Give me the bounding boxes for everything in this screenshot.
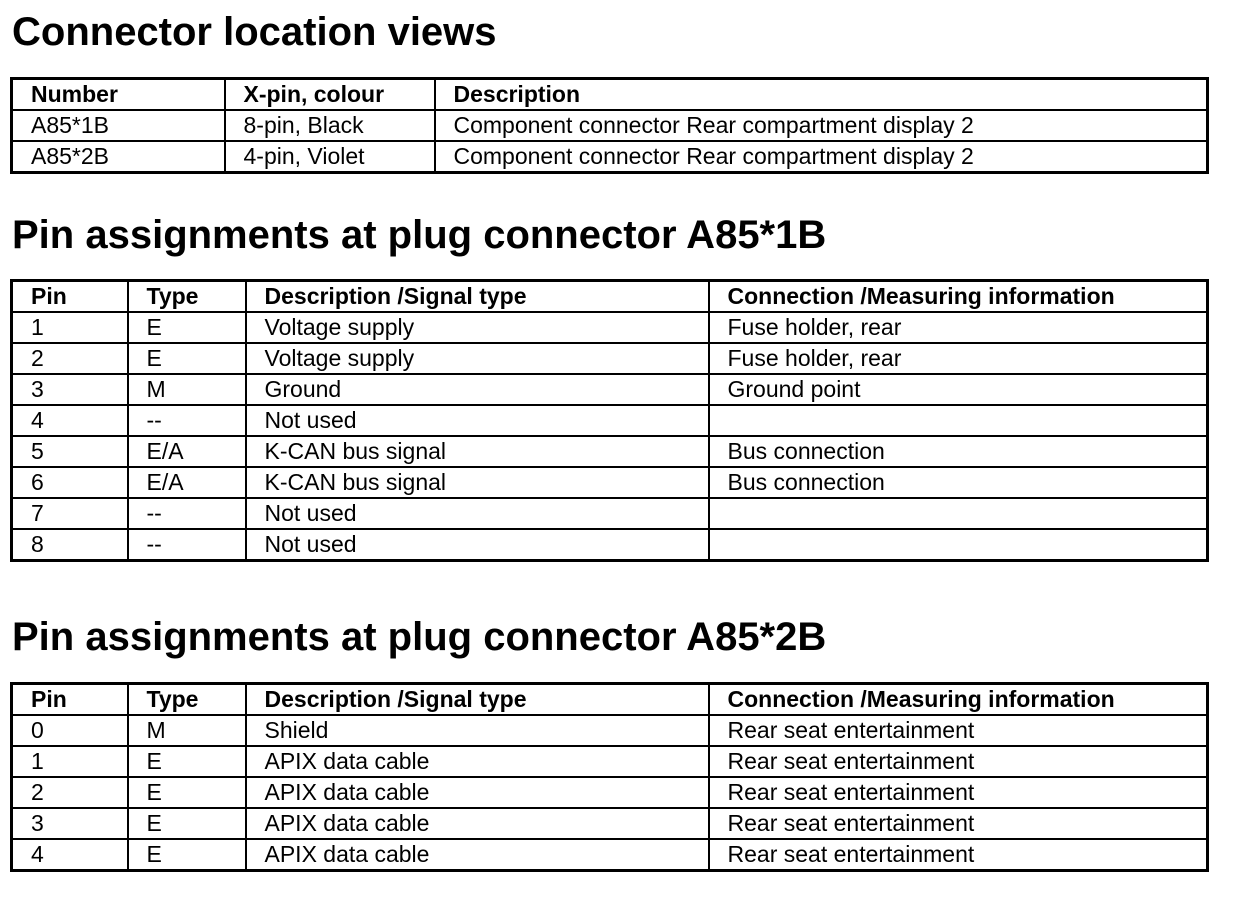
cell-type: E bbox=[128, 746, 246, 777]
cell-description: Component connector Rear compartment display 2 bbox=[435, 141, 1208, 173]
cell-description: Not used bbox=[246, 405, 709, 436]
table-header-row bbox=[12, 281, 1208, 313]
cell-pin: 1 bbox=[12, 312, 128, 343]
cell-description: Shield bbox=[246, 715, 709, 746]
cell-connection bbox=[709, 529, 1208, 561]
header-pin: Pin bbox=[12, 684, 128, 716]
header-connection-measuring-information: Connection /Measuring information bbox=[709, 281, 1208, 313]
cell-pin: 3 bbox=[12, 374, 128, 405]
table-header-row bbox=[12, 684, 1208, 716]
cell-type: E bbox=[128, 839, 246, 871]
cell-connection: Rear seat entertainment bbox=[709, 746, 1208, 777]
connector-location-table bbox=[10, 77, 1209, 174]
cell-description: APIX data cable bbox=[246, 777, 709, 808]
table-row bbox=[12, 141, 1208, 173]
cell-connection: Rear seat entertainment bbox=[709, 839, 1208, 871]
pin-assignments-a85-2b-table bbox=[10, 682, 1209, 872]
header-description-signal-type: Description /Signal type bbox=[246, 684, 709, 716]
table-row bbox=[12, 467, 1208, 498]
header-type: Type bbox=[128, 684, 246, 716]
header-pin: Pin bbox=[12, 281, 128, 313]
table-row bbox=[12, 405, 1208, 436]
cell-pin: 0 bbox=[12, 715, 128, 746]
header-number: Number bbox=[12, 79, 225, 111]
cell-pin: 8 bbox=[12, 529, 128, 561]
cell-connection: Bus connection bbox=[709, 436, 1208, 467]
pin-assignments-a85-2b-title: Pin assignments at plug connector A85*2B bbox=[12, 615, 827, 659]
cell-pin: 4 bbox=[12, 405, 128, 436]
cell-pin: 6 bbox=[12, 467, 128, 498]
cell-description: Voltage supply bbox=[246, 343, 709, 374]
cell-description: Not used bbox=[246, 529, 709, 561]
cell-type: M bbox=[128, 715, 246, 746]
header-connection-measuring-information: Connection /Measuring information bbox=[709, 684, 1208, 716]
cell-connection bbox=[709, 405, 1208, 436]
pin-assignments-a85-1b-table bbox=[10, 279, 1209, 562]
cell-type: -- bbox=[128, 529, 246, 561]
cell-description: Component connector Rear compartment display 2 bbox=[435, 110, 1208, 141]
cell-pin: 3 bbox=[12, 808, 128, 839]
cell-type: E/A bbox=[128, 467, 246, 498]
header-x-pin-colour: X-pin, colour bbox=[225, 79, 435, 111]
cell-pin: 2 bbox=[12, 343, 128, 374]
cell-pin: 4 bbox=[12, 839, 128, 871]
cell-connection: Fuse holder, rear bbox=[709, 343, 1208, 374]
cell-connection: Bus connection bbox=[709, 467, 1208, 498]
table-row bbox=[12, 110, 1208, 141]
table-row bbox=[12, 746, 1208, 777]
cell-type: E bbox=[128, 343, 246, 374]
cell-connection bbox=[709, 498, 1208, 529]
cell-description: Not used bbox=[246, 498, 709, 529]
cell-pin: 7 bbox=[12, 498, 128, 529]
cell-pin: 5 bbox=[12, 436, 128, 467]
cell-description: APIX data cable bbox=[246, 839, 709, 871]
table-row bbox=[12, 343, 1208, 374]
table-row bbox=[12, 839, 1208, 871]
table-row bbox=[12, 808, 1208, 839]
table-row bbox=[12, 498, 1208, 529]
connector-location-title: Connector location views bbox=[12, 10, 497, 54]
header-description: Description bbox=[435, 79, 1208, 111]
cell-number: A85*1B bbox=[12, 110, 225, 141]
table-row bbox=[12, 715, 1208, 746]
cell-number: A85*2B bbox=[12, 141, 225, 173]
cell-connection: Rear seat entertainment bbox=[709, 777, 1208, 808]
cell-description: K-CAN bus signal bbox=[246, 467, 709, 498]
cell-pin: 2 bbox=[12, 777, 128, 808]
table-row bbox=[12, 529, 1208, 561]
cell-type: E/A bbox=[128, 436, 246, 467]
cell-connection: Rear seat entertainment bbox=[709, 808, 1208, 839]
cell-type: -- bbox=[128, 498, 246, 529]
cell-description: Ground bbox=[246, 374, 709, 405]
cell-connection: Fuse holder, rear bbox=[709, 312, 1208, 343]
pin-assignments-a85-1b-title: Pin assignments at plug connector A85*1B bbox=[12, 213, 827, 257]
cell-pin: 1 bbox=[12, 746, 128, 777]
table-header-row bbox=[12, 79, 1208, 111]
table-row bbox=[12, 777, 1208, 808]
cell-type: -- bbox=[128, 405, 246, 436]
cell-description: APIX data cable bbox=[246, 746, 709, 777]
cell-type: E bbox=[128, 312, 246, 343]
cell-description: K-CAN bus signal bbox=[246, 436, 709, 467]
cell-description: APIX data cable bbox=[246, 808, 709, 839]
cell-description: Voltage supply bbox=[246, 312, 709, 343]
cell-connection: Ground point bbox=[709, 374, 1208, 405]
table-row bbox=[12, 436, 1208, 467]
header-description-signal-type: Description /Signal type bbox=[246, 281, 709, 313]
cell-type: E bbox=[128, 777, 246, 808]
cell-type: E bbox=[128, 808, 246, 839]
cell-x-pin-colour: 4-pin, Violet bbox=[225, 141, 435, 173]
cell-connection: Rear seat entertainment bbox=[709, 715, 1208, 746]
table-row bbox=[12, 312, 1208, 343]
table-row bbox=[12, 374, 1208, 405]
cell-x-pin-colour: 8-pin, Black bbox=[225, 110, 435, 141]
cell-type: M bbox=[128, 374, 246, 405]
header-type: Type bbox=[128, 281, 246, 313]
